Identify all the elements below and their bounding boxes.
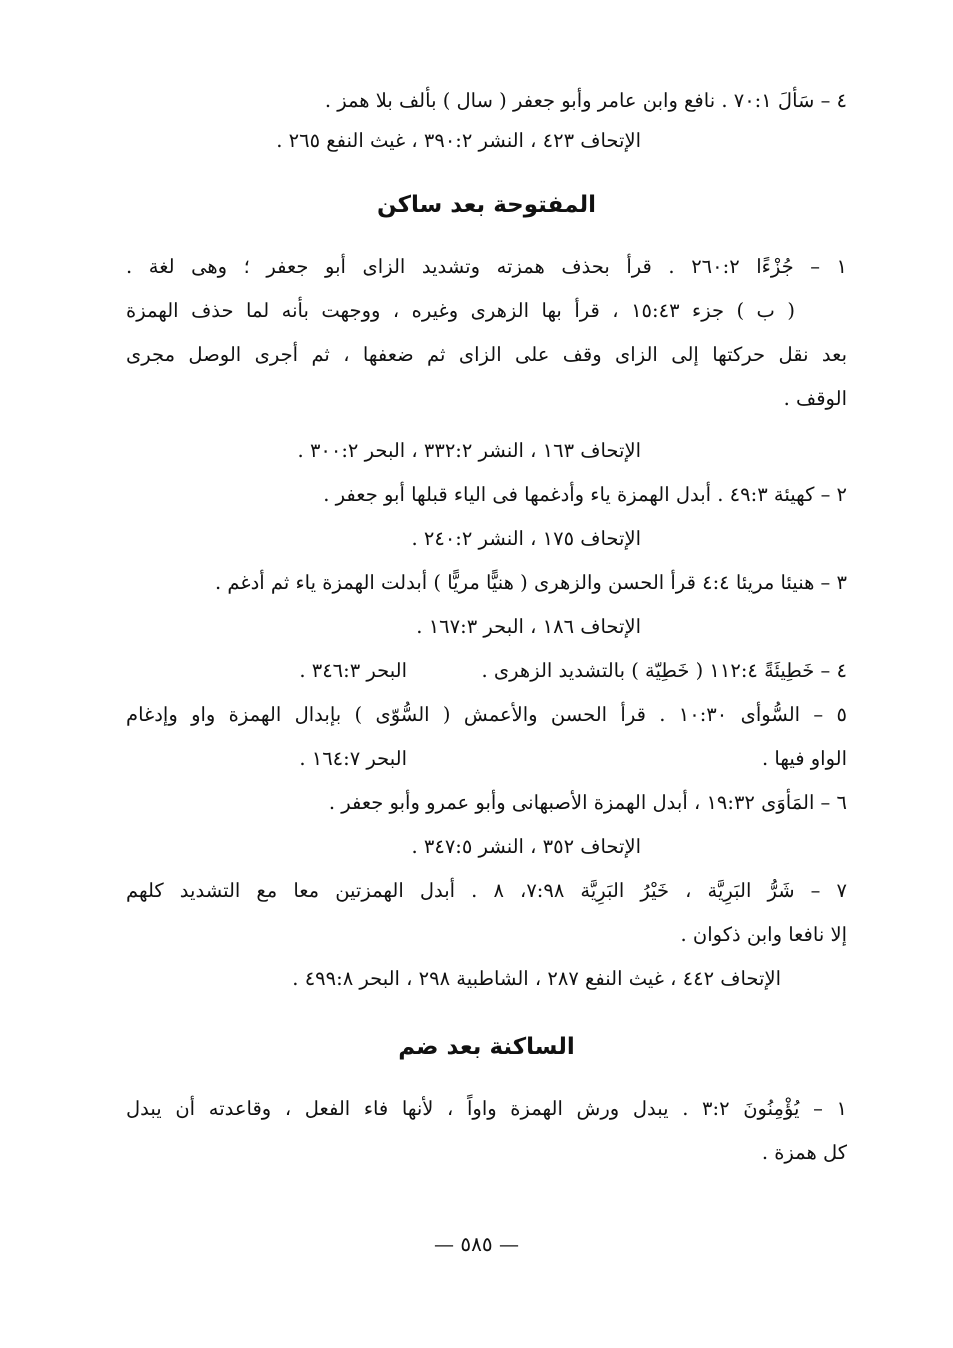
page-number: — ٥٨٥ — xyxy=(434,1232,519,1256)
reference-text: البحر ١٦٤:٧ . xyxy=(299,747,407,770)
reference-line: الإتحاف ٤٤٢ ، غيث النفع ٢٨٧ ، الشاطبية ٢٩٨ ، البحر ٤٩٩:٨ . xyxy=(292,967,781,990)
section-heading: الساكنة بعد ضم xyxy=(398,1034,575,1060)
entry-line: ٥ – السُّوأى ١٠:٣٠ . قرأ الحسن والأعمش ( السُّوّى ) بإبدال الهمزة واو وإدغام xyxy=(126,703,847,726)
reference-line: الإتحاف ١٦٣ ، النشر ٣٣٢:٢ ، البحر ٣٠٠:٢ . xyxy=(297,439,641,462)
reference-line: الإتحاف ١٧٥ ، النشر ٢٤٠:٢ . xyxy=(411,527,641,550)
entry-line: ( ب ) جزء ١٥:٤٣ ، قرأ بها الزهرى وغيره ، ووجهت بأنه لما حذف الهمزة xyxy=(126,299,795,322)
entry-line: ٣ – هنيئا مريئا ٤:٤ قرأ الحسن والزهرى ( هنيًّا مريًّا ) أبدلت الهمزة ياء ثم أدغم . xyxy=(215,571,847,594)
entry-line: ٦ – المَأْوَى ١٩:٣٢ ، أبدل الهمزة الأصبهانى وأبو عمرو وأبو جعفر . xyxy=(328,791,847,814)
section-heading: المفتوحة بعد ساكن xyxy=(376,192,597,218)
entry-line: ١ – جُزْءًا ٢٦٠:٢ . قرأ بحذف همزته وتشديد الزاى أبو جعفر ؛ وهى لغة . xyxy=(126,255,847,278)
entry-line: ٤ – سَأَلَ ٧٠:١ . نافع وابن عامر وأبو جعفر ( سال ) بألف بلا همز . xyxy=(324,89,847,112)
entry-line: ٧ – شَرُّ البَرِيَّة ، خَيْرُ البَرِيَّة ٧:٩٨، ٨ . أبدل الهمزتين معا مع التشديد كلهم xyxy=(126,879,847,902)
entry-line xyxy=(126,744,847,788)
reference-line: الإتحاف ٤٢٣ ، النشر ٣٩٠:٢ ، غيث النفع ٢٦٥ . xyxy=(276,129,641,152)
entry-line: بعد نقل حركتها إلى الزاى وقف على الزاى ثم ضعفها ، ثم أجرى الوصل مجرى xyxy=(126,343,847,366)
entry-line: الوقف . xyxy=(783,387,847,410)
entry-text: الواو فيها . xyxy=(762,747,847,770)
entry-line: إلا نافعا وابن ذكوان . xyxy=(680,923,847,946)
reference-line: الإتحاف ٣٥٢ ، النشر ٣٤٧:٥ . xyxy=(411,835,641,858)
reference-line: الإتحاف ١٨٦ ، البحر ١٦٧:٣ . xyxy=(416,615,641,638)
entry-line xyxy=(126,656,847,700)
entry-line: كل همزة . xyxy=(761,1141,847,1164)
reference-text: البحر ٣٤٦:٣ . xyxy=(299,659,407,682)
entry-text: ٤ – خَطِيئَةً ١١٢:٤ ( خَطِيّة ) بالتشديد الزهرى . xyxy=(481,659,847,682)
entry-line: ٢ – كهيئة ٤٩:٣ . أبدل الهمزة ياء وأدغمها فى الياء قبلها أبو جعفر . xyxy=(323,483,847,506)
entry-line: ١ – يُؤْمِنُونَ ٣:٢ . يبدل ورش الهمزة واواً ، لأنها فاء الفعل ، وقاعدته أن يبدل xyxy=(126,1097,847,1120)
